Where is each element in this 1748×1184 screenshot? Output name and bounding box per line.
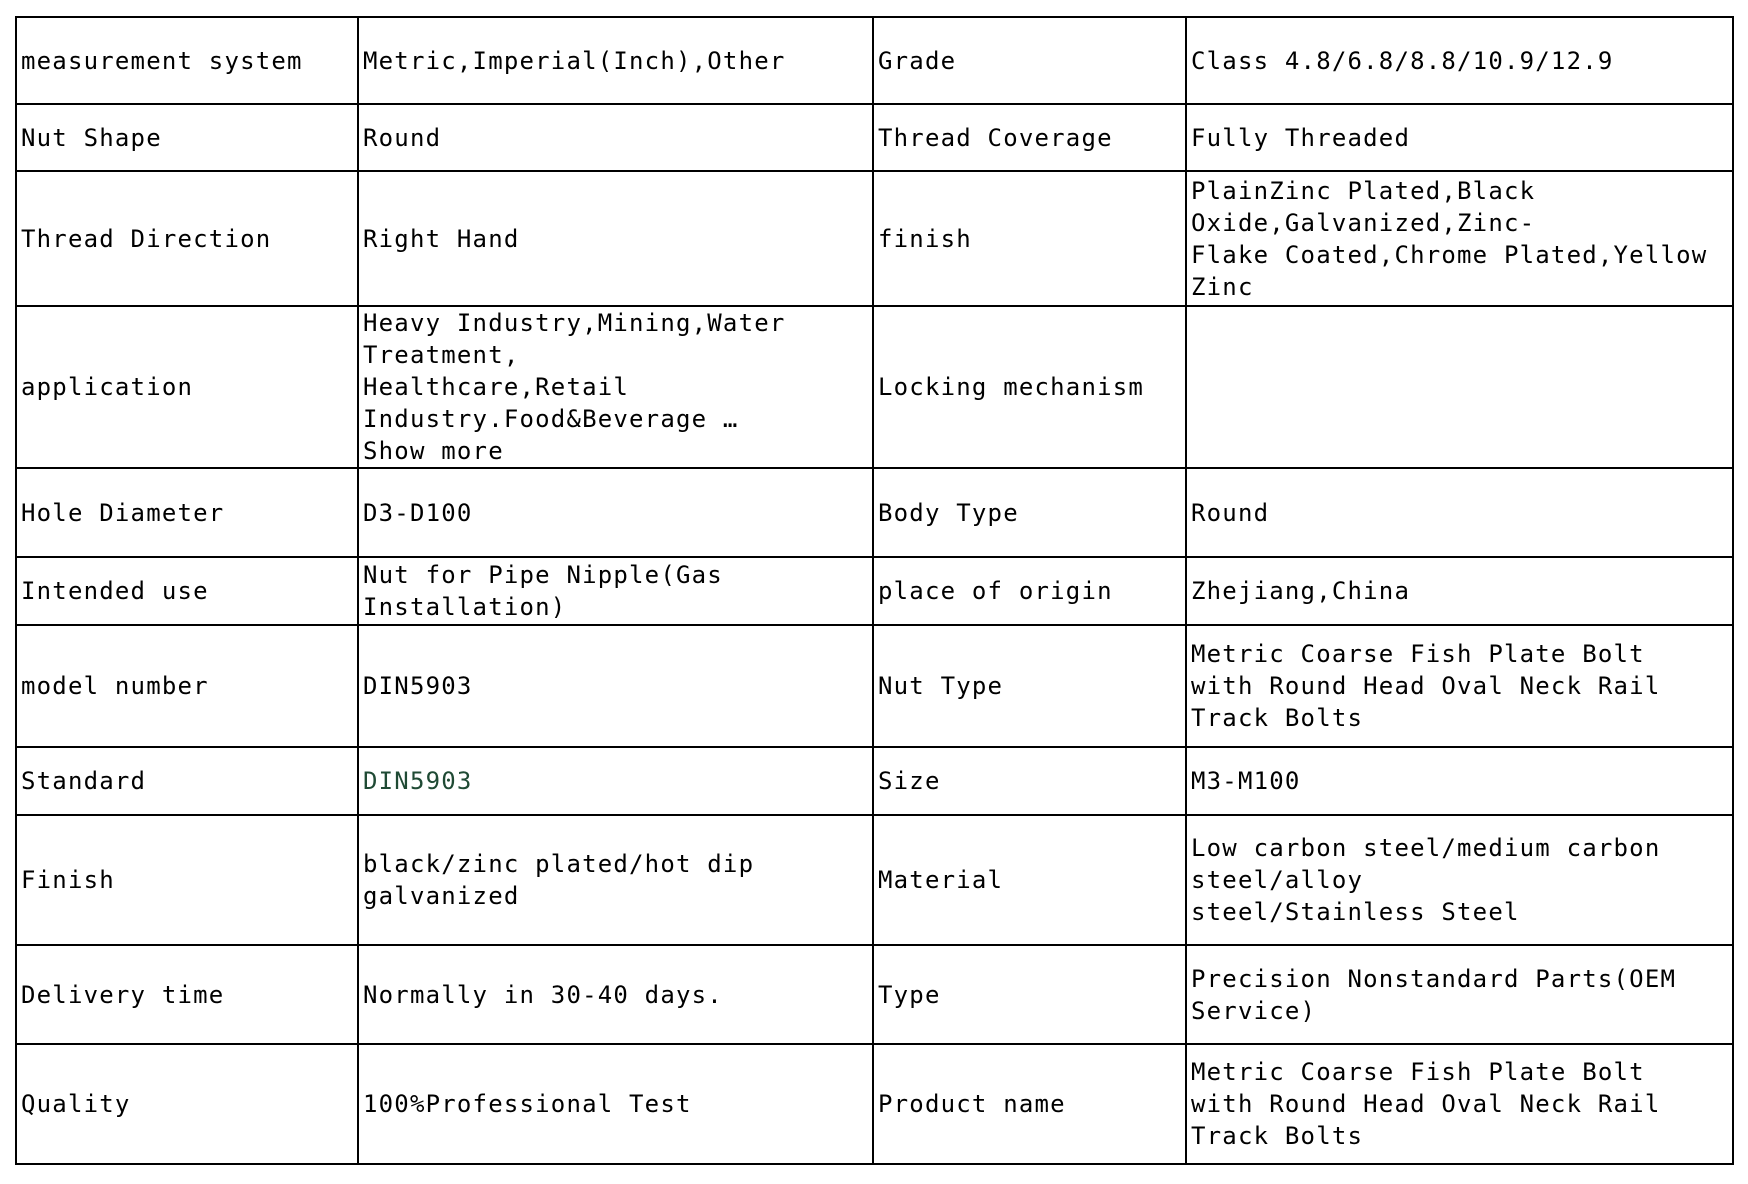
spec-label: Thread Coverage: [873, 104, 1186, 171]
spec-label: Type: [873, 945, 1186, 1044]
spec-label: finish: [873, 171, 1186, 306]
spec-value: Metric Coarse Fish Plate Bolt with Round Head Oval Neck Rail Track Bolts: [1186, 625, 1733, 747]
application-text: Heavy Industry,Mining,Water Treatment, Healthcare,Retail Industry.Food&Beverage …: [363, 309, 786, 433]
spec-value: Round: [358, 104, 873, 171]
spec-value: 100%Professional Test: [358, 1044, 873, 1164]
table-row: [16, 104, 1733, 171]
spec-label: Material: [873, 815, 1186, 945]
table-row: [16, 468, 1733, 557]
spec-value: Fully Threaded: [1186, 104, 1733, 171]
spec-label: Grade: [873, 17, 1186, 104]
spec-value: Zhejiang,China: [1186, 557, 1733, 625]
spec-value: black/zinc plated/hot dip galvanized: [358, 815, 873, 945]
spec-value: Metric,Imperial(Inch),Other: [358, 17, 873, 104]
table-row: [16, 171, 1733, 306]
spec-label: Intended use: [16, 557, 358, 625]
table-row: [16, 815, 1733, 945]
table-row: [16, 945, 1733, 1044]
spec-label: Quality: [16, 1044, 358, 1164]
spec-value-application: [358, 306, 873, 468]
spec-value: DIN5903: [358, 625, 873, 747]
table-row: [16, 1044, 1733, 1164]
spec-label: Size: [873, 747, 1186, 815]
spec-label: Product name: [873, 1044, 1186, 1164]
spec-label: Locking mechanism: [873, 306, 1186, 468]
spec-label: application: [16, 306, 358, 468]
table-row: [16, 17, 1733, 104]
spec-label: Body Type: [873, 468, 1186, 557]
spec-value: [1186, 306, 1733, 468]
spec-label: Standard: [16, 747, 358, 815]
spec-value: Normally in 30-40 days.: [358, 945, 873, 1044]
spec-value: Class 4.8/6.8/8.8/10.9/12.9: [1186, 17, 1733, 104]
spec-value: PlainZinc Plated,Black Oxide,Galvanized,Zinc- Flake Coated,Chrome Plated,Yellow Zinc: [1186, 171, 1733, 306]
spec-value: Metric Coarse Fish Plate Bolt with Round Head Oval Neck Rail Track Bolts: [1186, 1044, 1733, 1164]
table-row: [16, 557, 1733, 625]
spec-label: measurement system: [16, 17, 358, 104]
spec-value: Low carbon steel/medium carbon steel/alloy steel/Stainless Steel: [1186, 815, 1733, 945]
spec-label: place of origin: [873, 557, 1186, 625]
spec-label: Nut Shape: [16, 104, 358, 171]
spec-label: Finish: [16, 815, 358, 945]
spec-value: Right Hand: [358, 171, 873, 306]
spec-value: D3-D100: [358, 468, 873, 557]
product-spec-table: [15, 16, 1734, 1165]
standard-value: DIN5903: [358, 747, 873, 815]
spec-label: Delivery time: [16, 945, 358, 1044]
table-row: [16, 306, 1733, 468]
spec-value: Round: [1186, 468, 1733, 557]
table-row: [16, 625, 1733, 747]
spec-label: Thread Direction: [16, 171, 358, 306]
spec-value: Nut for Pipe Nipple(Gas Installation): [358, 557, 873, 625]
spec-label: Nut Type: [873, 625, 1186, 747]
spec-label: Hole Diameter: [16, 468, 358, 557]
table-row: [16, 747, 1733, 815]
spec-value: M3-M100: [1186, 747, 1733, 815]
spec-label: model number: [16, 625, 358, 747]
spec-value: Precision Nonstandard Parts(OEM Service): [1186, 945, 1733, 1044]
show-more-link[interactable]: Show more: [363, 437, 504, 465]
